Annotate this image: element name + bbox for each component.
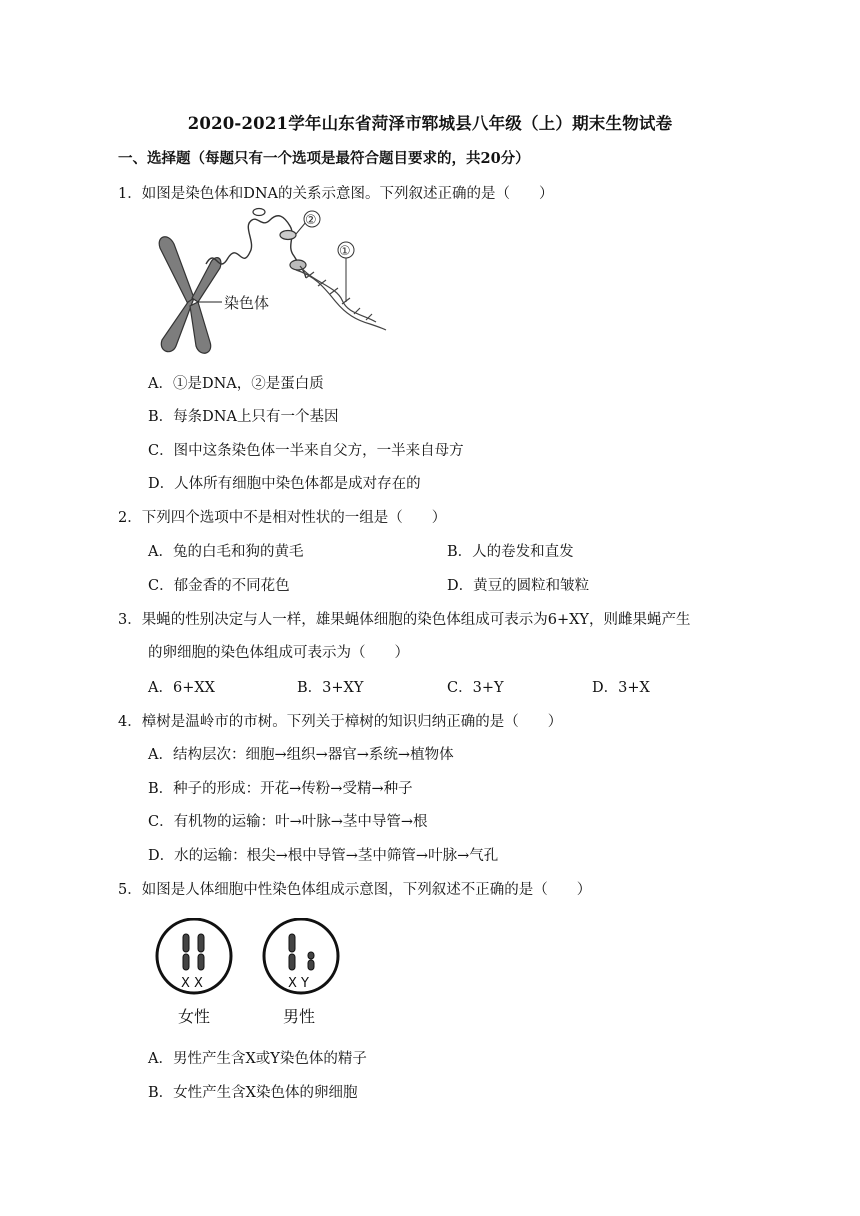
q3-option-c: C．3+Y (447, 680, 504, 696)
q1-option-b: B．每条DNA上只有一个基因 (148, 409, 339, 425)
q1-option-c: C．图中这条染色体一半来自父方，一半来自母方 (148, 443, 464, 459)
q4-option-b: B．种子的形成：开花→传粉→受精→种子 (148, 781, 413, 797)
q4-option-c: C．有机物的运输：叶→叶脉→茎中导管→根 (148, 814, 428, 830)
question-3-stem-line1: 3．果蝇的性别决定与人一样，雄果蝇体细胞的染色体组成可表示为6+XY，则雌果蝇产生 (118, 612, 691, 628)
q3-option-d: D．3+X (592, 680, 650, 696)
q2-option-d: D．黄豆的圆粒和皱粒 (447, 578, 590, 594)
question-5-stem: 5．如图是人体细胞中性染色体组成示意图，下列叙述不正确的是（ ） (118, 882, 592, 898)
q3-option-a: A．6+XX (148, 680, 215, 696)
q4-option-a: A．结构层次：细胞→组织→器官→系统→植物体 (148, 747, 454, 763)
sex-chromosome-figure (152, 918, 352, 1030)
q2-option-c: C．郁金香的不同花色 (148, 578, 290, 594)
q2-option-a: A．兔的白毛和狗的黄毛 (148, 544, 304, 560)
q5-option-b: B．女性产生含X染色体的卵细胞 (148, 1085, 358, 1101)
q3-option-b: B．3+XY (297, 680, 364, 696)
dna-helix-icon (296, 266, 386, 330)
figure-label-1: ① (339, 244, 351, 259)
q5-option-a: A．男性产生含X或Y染色体的精子 (148, 1051, 367, 1067)
chromosome-dna-figure (146, 206, 391, 362)
female-chromosome-letters: X X (181, 976, 203, 991)
figure-label-2: ② (305, 213, 317, 228)
page-title: 2020-2021学年山东省菏泽市郓城县八年级（上）期末生物试卷 (187, 114, 673, 133)
q1-option-a: A．①是DNA，②是蛋白质 (148, 376, 324, 392)
q2-option-b: B．人的卷发和直发 (447, 544, 574, 560)
q4-option-d: D．水的运输：根尖→根中导管→茎中筛管→叶脉→气孔 (148, 848, 499, 864)
chromosome-label: 染色体 (224, 294, 270, 312)
question-1-stem: 1．如图是染色体和DNA的关系示意图。下列叙述正确的是（ ） (118, 186, 554, 202)
question-4-stem: 4．樟树是温岭市的市树。下列关于樟树的知识归纳正确的是（ ） (118, 714, 563, 730)
section-heading: 一、选择题（每题只有一个选项是最符合题目要求的，共20分） (118, 150, 530, 167)
question-3-stem-line2: 的卵细胞的染色体组成可表示为（ ） (148, 645, 409, 661)
male-chromosome-letters: X Y (288, 976, 309, 991)
dna-coil (206, 216, 306, 278)
male-label: 男性 (283, 1007, 316, 1026)
question-2-stem: 2．下列四个选项中不是相对性状的一组是（ ） (118, 510, 447, 526)
female-label: 女性 (178, 1007, 211, 1026)
chromosome-shape (159, 237, 221, 353)
q1-option-d: D．人体所有细胞中染色体都是成对存在的 (148, 476, 421, 492)
